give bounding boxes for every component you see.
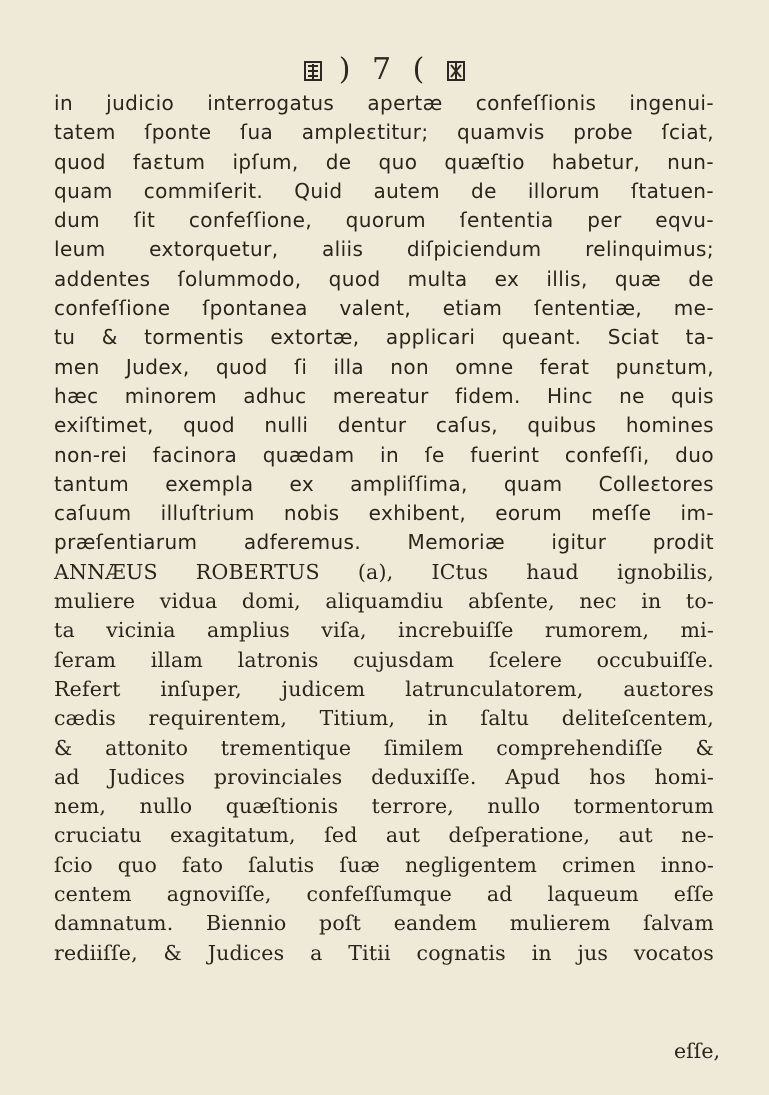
text-line: rediiſſe, & Judices a Titii cognatis in jus vocatos <box>54 940 714 965</box>
text-line: dum ſit confeſſione, quorum ſententia per eqvu- <box>54 208 714 233</box>
text-line: confeſſione ſpontanea valent, etiam ſententiæ, me- <box>54 296 714 321</box>
text-line: muliere vidua domi, aliquamdiu abſente, nec in to- <box>54 589 714 614</box>
header-right-paren: ( <box>412 52 431 87</box>
text-line: tatem ſponte ſua ampleɛtitur; quamvis probe ſciat, <box>54 120 714 145</box>
body-text <box>54 89 714 968</box>
text-line: leum extorquetur, aliis diſpiciendum relinquimus; <box>54 237 714 262</box>
text-line: tantum exempla ex ampliſſima, quam Colleɛtores <box>54 471 714 496</box>
text-line: exiſtimet, quod nulli dentur caſus, quibus homines <box>54 413 714 438</box>
text-line: non-rei facinora quædam in ſe fuerint confeſſi, duo <box>54 442 714 467</box>
text-line: cædis requirentem, Titium, in ſaltu deliteſcentem, <box>54 706 714 731</box>
text-line: nem, nullo quæſtionis terrore, nullo tormentorum <box>54 794 714 819</box>
header-left-paren: ) <box>338 52 357 87</box>
right-ornament-icon <box>446 60 466 82</box>
text-line: præſentiarum adferemus. Memoriæ igitur prodit <box>54 530 714 555</box>
text-line: caſuum illuſtrium nobis exhibent, eorum meſſe im- <box>54 501 714 526</box>
text-line: men Judex, quod ſi illa non omne ferat punɛtum, <box>54 354 714 379</box>
left-ornament-icon <box>303 60 323 82</box>
text-line: ta vicinia amplius viſa, increbuiſſe rumorem, mi- <box>54 618 714 643</box>
text-line: ad Judices provinciales deduxiſſe. Apud hos homi- <box>54 764 714 789</box>
text-line: quam commiſerit. Quid autem de illorum ſtatuen- <box>54 178 714 203</box>
page-header <box>0 50 769 90</box>
text-line: ANNÆUS ROBERTUS (a), ICtus haud ignobilis, <box>54 559 714 584</box>
text-line: & attonito trementique ſimilem comprehendiſſe & <box>54 735 714 760</box>
text-line: quod faɛtum ipſum, de quo quæſtio habetur, nun- <box>54 149 714 174</box>
text-line: ſeram illam latronis cujusdam ſcelere occubuiſſe. <box>54 647 714 672</box>
text-line: hæc minorem adhuc mereatur fidem. Hinc ne quis <box>54 383 714 408</box>
text-line: damnatum. Biennio poſt eandem mulierem ſalvam <box>54 911 714 936</box>
text-line: addentes ſolummodo, quod multa ex illis, quæ de <box>54 266 714 291</box>
catchword: eſſe, <box>674 1039 720 1063</box>
text-line: cruciatu exagitatum, ſed aut deſperatione, aut ne- <box>54 823 714 848</box>
text-line: tu & tormentis extortæ, applicari queant. Sciat ta- <box>54 325 714 350</box>
text-line: centem agnoviſſe, confeſſumque ad laqueum eſſe <box>54 882 714 907</box>
text-line: in judicio interrogatus apertæ confeſſionis ingenui- <box>54 91 714 115</box>
text-line: Refert inſuper, judicem latrunculatorem, auɛtores <box>54 676 714 701</box>
page-number: 7 <box>371 52 398 87</box>
text-line: ſcio quo fato ſalutis ſuæ negligentem crimen inno- <box>54 852 714 877</box>
